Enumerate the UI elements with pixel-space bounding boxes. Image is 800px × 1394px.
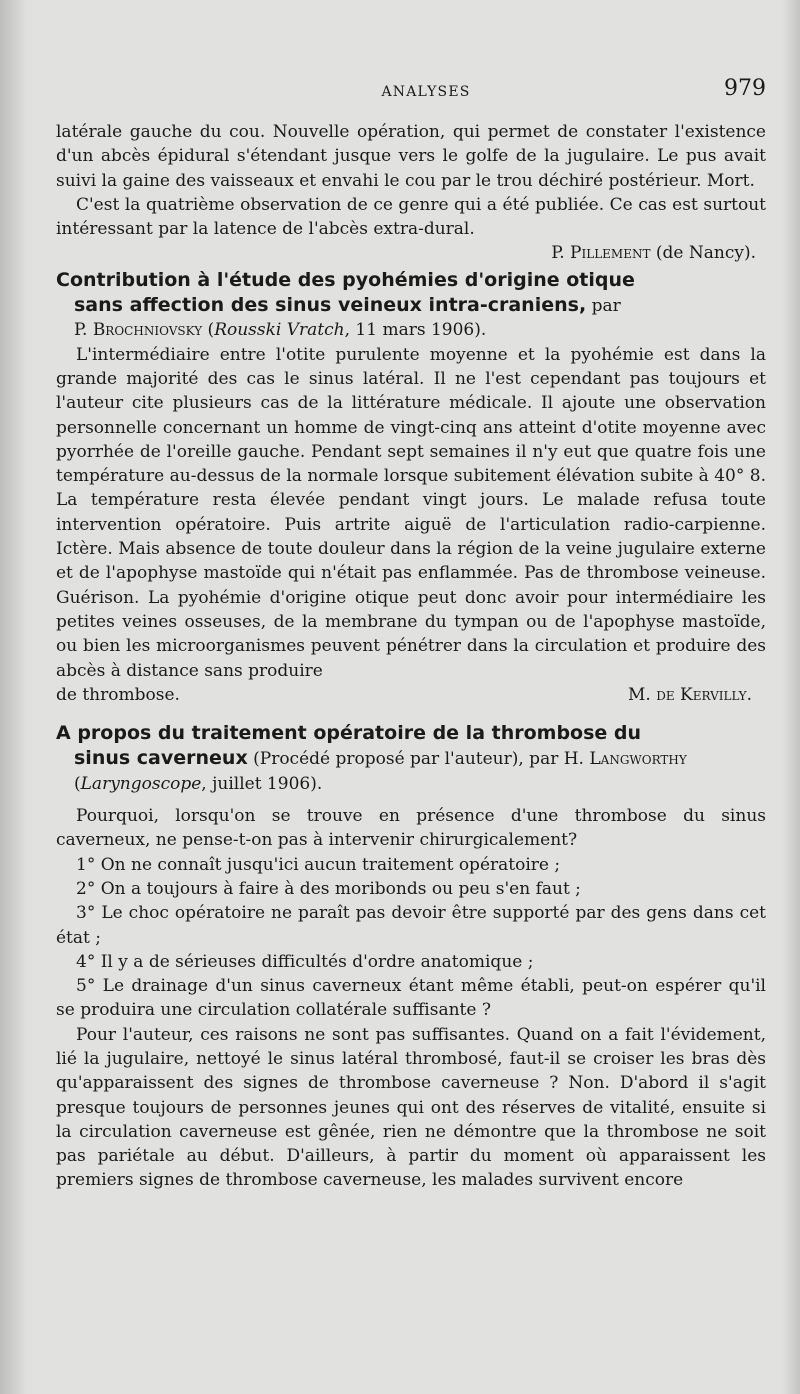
signature-initial: P. <box>551 243 571 264</box>
paragraph: latérale gauche du cou. Nouvelle opération, qui permet de constater l'existence d'un abcès épidural s'étendant jusque vers le golfe de la jugulaire. Le pus avait suivi la gaine des vaisseaux et envahi le cou par le trou déchiré postérieur. Mort. <box>56 122 766 191</box>
list-item: 5° Le drainage d'un sinus caverneux étant même établi, peut-on espérer qu'il se produira une circulation collatérale suffisante ? <box>56 976 766 1021</box>
paragraph: L'intermédiaire entre l'otite purulente moyenne et la pyohémie est dans la grande majorité des cas le sinus latéral. Il ne l'est cependant pas toujours et l'auteur cite plusieurs cas de la littérature médicale. Il ajoute une observation personnelle concernant un homme de vingt-cinq ans atteint d'otite moyenne avec pyorrhée de l'oreille gauche. Pendant sept semaines il n'y eut que quatre fois une température au-dessus de la normale lorsque subitement élévation subite à 40° 8. La température resta élevée pendant vingt jours. Le malade refusa toute intervention opératoire. Puis artrite aiguë de l'articulation radio-carpienne. Ictère. Mais absence de toute douleur dans la région de la veine jugulaire externe et de l'apophyse mastoïde qui n'était pas enflammée. Pas de thrombose veineuse. Guérison. La pyohémie d'origine otique peut donc avoir pour intermédiaire les petites veines osseuses, de la membrane du tympan ou de l'apophyse mastoïde, ou bien les microorganismes peuvent pénétrer dans la circulation et produire des abcès à distance sans produire <box>56 344 766 681</box>
journal-name: Laryngoscope <box>80 773 202 794</box>
paren: ( <box>74 773 81 794</box>
list-item: 3° Le choc opératoire ne paraît pas devoir être supporté par des gens dans cet état ; <box>56 903 766 948</box>
article-heading <box>56 721 766 796</box>
journal-name: Rousski Vratch <box>214 320 345 341</box>
page-number: 979 <box>724 76 766 101</box>
signature-line <box>56 683 766 707</box>
list-item: 4° Il y a de sérieuses difficultés d'ordre anatomique ; <box>76 951 534 972</box>
article-title-line: Contribution à l'étude des pyohémies d'origine otique <box>56 268 635 291</box>
journal-date: , juillet 1906). <box>201 773 323 794</box>
running-head <box>56 76 766 120</box>
paragraph: C'est la quatrième observation de ce genre qui a été publiée. Ce cas est surtout intéressant par la latence de l'abcès extra-dural. <box>56 194 766 240</box>
article-title-line: A propos du traitement opératoire de la thrombose du <box>56 722 642 745</box>
paren: ( <box>202 320 215 341</box>
running-title: ANALYSES <box>381 84 471 100</box>
signature-name: Kervilly. <box>680 684 752 705</box>
par-label: par <box>586 296 621 317</box>
author-name: Brochniovsky <box>92 320 203 341</box>
signature-initial: M. <box>628 684 657 705</box>
list-item: 2° On a toujours à faire à des moribonds ou peu s'en faut ; <box>76 878 581 899</box>
journal-date: , 11 mars 1906). <box>344 320 487 341</box>
last-line: de thrombose. <box>56 684 180 705</box>
article-title-line: sinus caverneux <box>74 747 248 770</box>
signature-name: Pillement <box>570 243 651 264</box>
paragraph: Pourquoi, lorsqu'on se trouve en présence d'une thrombose du sinus caverneux, ne pense-t-on pas à intervenir chirurgicalement? <box>56 806 766 851</box>
signature <box>56 241 766 265</box>
author-initial: P. <box>74 320 93 341</box>
article-heading <box>56 268 766 343</box>
signature-place: (de Nancy). <box>650 243 756 264</box>
list-item: 1° On ne connaît jusqu'ici aucun traitement opératoire ; <box>76 854 561 875</box>
author-name: Langworthy <box>589 749 687 770</box>
paragraph: Pour l'auteur, ces raisons ne sont pas suffisantes. Quand on a fait l'évidement, lié la jugulaire, nettoyé le sinus latéral thrombosé, faut-il se croiser les bras dès qu'apparaissent des signes de thrombose caverneuse ? Non. D'abord il s'agit presque toujours de personnes jeunes qui ont des réserves de vitalité, ensuite si la circulation caverneuse est gênée, rien ne démontre que la thrombose ne soit pas pariétale au début. D'ailleurs, à partir du moment où apparaissent les premiers signes de thrombose caverneuse, les malades survivent encore <box>56 1024 766 1191</box>
signature-particle: de <box>656 684 681 705</box>
subtitle: (Procédé proposé par l'auteur), par H. <box>247 749 590 770</box>
article-title-line: sans affection des sinus veineux intra-craniens, <box>74 294 587 317</box>
signature <box>628 683 752 707</box>
